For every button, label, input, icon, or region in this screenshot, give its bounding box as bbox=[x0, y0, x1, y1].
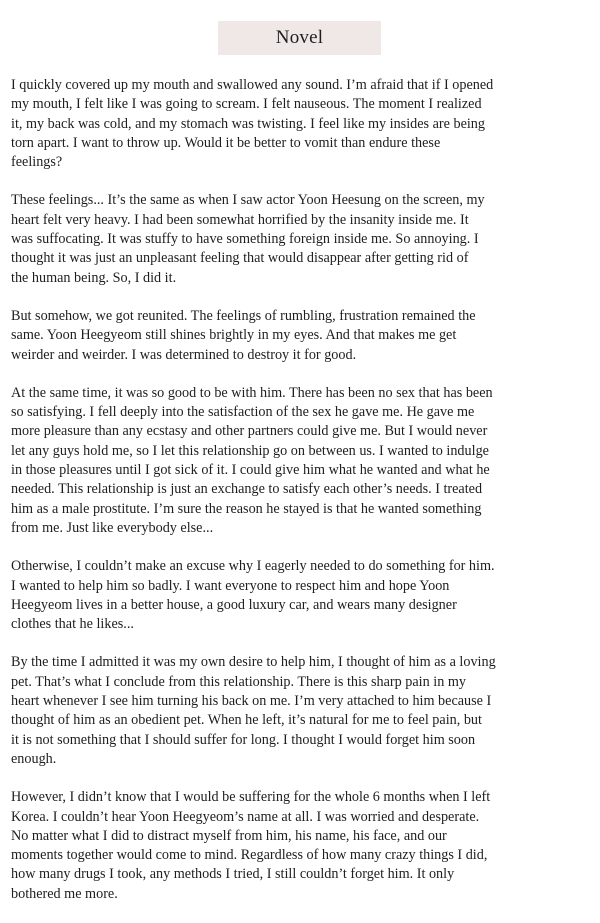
text-line: However, I didn’t know that I would be suffering for the whole 6 months when I left bbox=[11, 789, 491, 806]
text-line: enough. bbox=[11, 750, 57, 767]
text-line: from me. Just like everybody else... bbox=[11, 519, 214, 536]
text-line: No matter what I did to distract myself from him, his name, his face, and our bbox=[11, 827, 447, 844]
text-line: I quickly covered up my mouth and swallowed any sound. I’m afraid that if I opened bbox=[11, 77, 494, 93]
title-banner bbox=[218, 21, 381, 55]
text-line: I wanted to help him so badly. I want everyone to respect him and hope Yoon bbox=[11, 577, 450, 594]
page-title: Novel bbox=[275, 27, 324, 48]
text-line: weirder and weirder. I was determined to destroy it for good. bbox=[11, 346, 357, 363]
paragraph-2 bbox=[11, 191, 591, 287]
paragraph-3 bbox=[11, 307, 591, 365]
text-line: clothes that he likes... bbox=[11, 616, 134, 633]
text-line: more pleasure than any ecstasy and other partners could give me. But I would never bbox=[11, 423, 488, 440]
paragraph-6 bbox=[11, 653, 591, 769]
text-line: pet. That’s what I conclude from this relationship. There is this sharp pain in my bbox=[11, 673, 466, 690]
text-line: thought it was just an unpleasant feeling that would disappear after getting rid of bbox=[11, 250, 469, 267]
text-line: let any guys hold me, so I let this relationship go on between us. I wanted to indulge bbox=[11, 442, 489, 459]
text-line: torn apart. I want to throw up. Would it be better to vomit than endure these bbox=[11, 134, 441, 151]
paragraph-7 bbox=[11, 788, 591, 904]
text-line: how many drugs I took, any methods I tried, I still couldn’t forget him. It only bbox=[11, 866, 455, 883]
paragraph-4 bbox=[11, 384, 591, 538]
text-line: moments together would come to mind. Regardless of how many crazy things I did, bbox=[11, 847, 488, 864]
text-line: my mouth, I felt like I was going to scream. I felt nauseous. The moment I realized bbox=[11, 96, 482, 113]
novel-body bbox=[11, 76, 591, 923]
text-line: These feelings... It’s the same as when I saw actor Yoon Heesung on the screen, my bbox=[11, 192, 485, 209]
text-line: But somehow, we got reunited. The feelings of rumbling, frustration remained the bbox=[11, 307, 476, 324]
text-line: Heegyeom lives in a better house, a good luxury car, and wears many designer bbox=[11, 596, 457, 613]
text-line: At the same time, it was so good to be with him. There has been no sex that has been bbox=[11, 384, 493, 401]
text-line: it, my back was cold, and my stomach was twisting. I feel like my insides are being bbox=[11, 115, 485, 132]
text-line: Otherwise, I couldn’t make an excuse why I eagerly needed to do something for him. bbox=[11, 558, 495, 575]
text-line: bothered me more. bbox=[11, 885, 118, 902]
paragraph-1 bbox=[11, 76, 591, 172]
text-line: it is not something that I should suffer for long. I thought I would forget him soon bbox=[11, 731, 476, 748]
text-line: the human being. So, I did it. bbox=[11, 269, 177, 286]
paragraph-5 bbox=[11, 557, 591, 634]
text-line: feelings? bbox=[11, 154, 63, 171]
text-line: so satisfying. I fell deeply into the satisfaction of the sex he gave me. He gave me bbox=[11, 404, 475, 421]
text-line: was suffocating. It was stuffy to have something foreign inside me. So annoying. I bbox=[11, 231, 479, 248]
text-line: needed. This relationship is just an exchange to satisfy each other’s needs. I treated bbox=[11, 481, 483, 498]
text-line: same. Yoon Heegyeom still shines brightly in my eyes. And that makes me get bbox=[11, 327, 457, 344]
text-line: Korea. I couldn’t hear Yoon Heegyeom’s name at all. I was worried and desperate. bbox=[11, 808, 480, 825]
text-line: thought of him as an obedient pet. When he left, it’s natural for me to feel pain, but bbox=[11, 712, 482, 729]
text-line: heart felt very heavy. I had been somewhat horrified by the insanity inside me. It bbox=[11, 211, 469, 228]
text-line: By the time I admitted it was my own desire to help him, I thought of him as a loving bbox=[11, 654, 496, 671]
text-line: heart whenever I see him turning his back on me. I’m very attached to him because I bbox=[11, 693, 492, 710]
text-line: him as a male prostitute. I’m sure the reason he stayed is that he wanted something bbox=[11, 500, 482, 517]
text-line: in those pleasures until I got sick of it. I could give him what he wanted and what he bbox=[11, 462, 490, 479]
